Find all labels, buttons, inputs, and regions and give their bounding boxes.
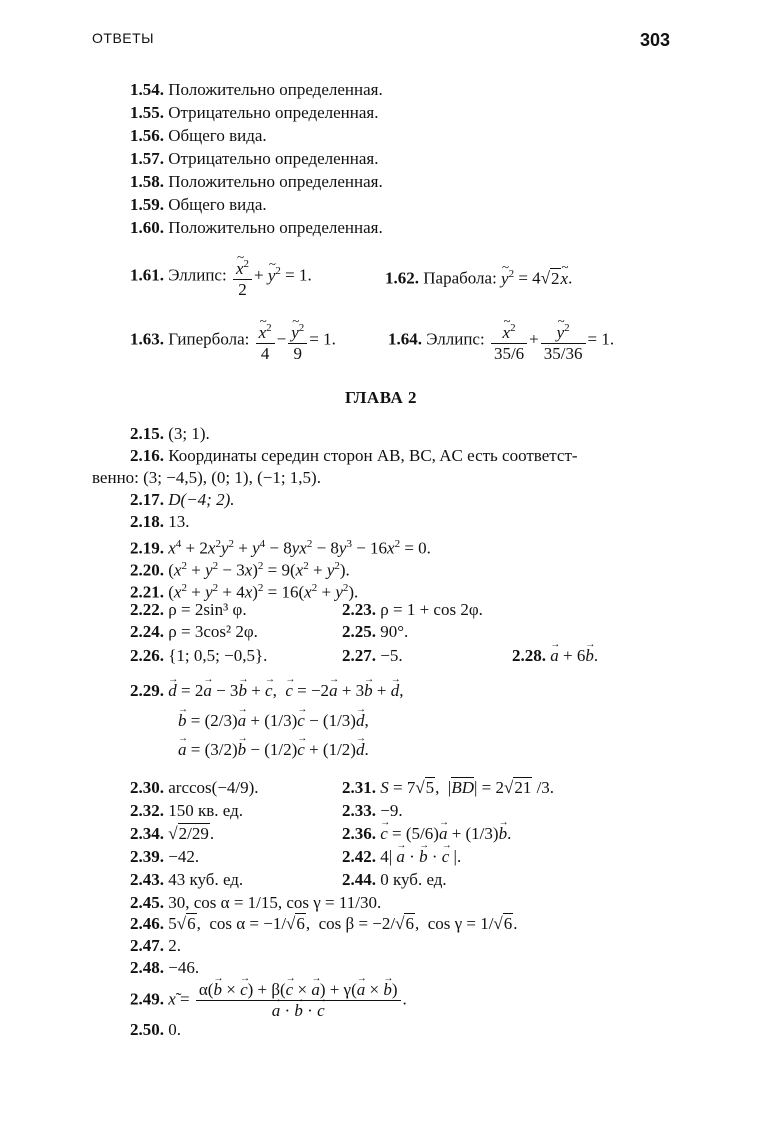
- answer-1-64: 1.64. Эллипс: ~ $\frac{x^2}{35/6}$ + ~ $\frac{y^2}{35/36}$ = 1.: [388, 318, 614, 364]
- answer-2-23: 2.23. ρ = 1 + cos 2φ.: [342, 600, 483, 619]
- page-number: 303: [640, 30, 671, 50]
- answer-2-48: 2.48. −46.: [130, 958, 200, 977]
- answer-1-58: 1.58. Положительно определенная.: [130, 172, 383, 191]
- answer-2-20: 2.20. $(x^2 + y^2 - 3x)^2 = 9(x^2 + y^2)$.: [130, 560, 350, 580]
- answer-2-29-a: → a = (3/2)→ b − (1/2)→ c + (1/2)→ d.: [178, 740, 369, 760]
- answer-2-45: 2.45. 30, cos α = 1/15, cos γ = 11/30.: [130, 893, 382, 912]
- answer-2-29-b: → b = (2/3)→ a + (1/3)→ c − (1/3)→ d,: [178, 711, 369, 731]
- answer-1-60: 1.60. Положительно определенная.: [130, 218, 383, 237]
- answer-2-19: 2.19. $x^4 + 2x^2y^2 + y^4 - 8yx^2 - 8y^3 - 16x^2 = 0$.: [130, 538, 431, 558]
- answer-2-49: 2.49. x̃ = α(→ b × → c) + β(→ c × → a) + γ(→ a × → b) → a · → b · → c .: [130, 980, 407, 1021]
- answer-2-39: 2.39. −42.: [130, 847, 200, 866]
- answer-2-26: 2.26. {1; 0,5; −0,5}.: [130, 646, 268, 665]
- answer-1-57: 1.57. Отрицательно определенная.: [130, 149, 379, 168]
- answer-2-32: 2.32. 150 кв. ед.: [130, 801, 244, 820]
- answer-1-62: 1.62. Парабола: ~ $y^2$ = 4√2~ x.: [385, 264, 572, 289]
- answer-2-50: 2.50. 0.: [130, 1020, 181, 1039]
- answer-2-30: 2.30. arccos(−4/9).: [130, 778, 259, 797]
- answer-2-36: 2.36. → c = (5/6)→ a + (1/3)→ b.: [342, 824, 511, 844]
- answer-2-21: 2.21. $(x^2 + y^2 + 4x)^2 = 16(x^2 + y^2)$.: [130, 582, 359, 602]
- answer-2-33: 2.33. −9.: [342, 801, 403, 820]
- answer-1-59: 1.59. Общего вида.: [130, 195, 267, 214]
- answer-2-42: 2.42. 4| → a · → b · → c |.: [342, 847, 461, 867]
- answer-1-63: 1.63. Гипербола: ~ $\frac{x^2}{4}$ − ~ $\frac{y^2}{9}$ = 1.: [130, 318, 336, 364]
- answer-2-22: 2.22. ρ = 2sin³ φ.: [130, 600, 247, 619]
- answer-2-44: 2.44. 0 куб. ед.: [342, 870, 447, 889]
- answer-2-16: 2.16. Координаты середин сторон AB, BC, AC есть соответст-: [130, 446, 578, 465]
- answer-1-54: 1.54. Положительно определенная.: [130, 80, 383, 99]
- answer-1-61: 1.61. Эллипс: ~ $\frac{x^2}{2}$ + ~ $y^2 = 1$.: [130, 254, 312, 300]
- answer-2-27: 2.27. −5.: [342, 646, 403, 665]
- answer-2-18: 2.18. 13.: [130, 512, 190, 531]
- answer-2-25: 2.25. 90°.: [342, 622, 409, 641]
- answer-2-28: 2.28. → a + 6→ b.: [512, 646, 598, 666]
- answer-2-15: 2.15. (3; 1).: [130, 424, 210, 443]
- answer-2-31: 2.31. S = 7√5, |BD| = 2√21 /3.: [342, 778, 555, 797]
- chapter-title: ГЛАВА 2: [345, 388, 417, 407]
- answer-2-16-cont: венно: (3; −4,5), (0; 1), (−1; 1,5).: [92, 468, 321, 487]
- answer-2-46: 2.46. 5√6, cos α = −1/√6, cos β = −2/√6, cos γ = 1/√6.: [130, 914, 518, 933]
- answer-2-17: 2.17. D(−4; 2).: [130, 490, 235, 509]
- answer-1-56: 1.56. Общего вида.: [130, 126, 267, 145]
- answer-2-43: 2.43. 43 куб. ед.: [130, 870, 244, 889]
- running-header: ОТВЕТЫ: [92, 30, 155, 46]
- answer-2-34: 2.34. √2/29.: [130, 824, 215, 843]
- answer-1-55: 1.55. Отрицательно определенная.: [130, 103, 379, 122]
- answer-2-47: 2.47. 2.: [130, 936, 181, 955]
- answer-2-29: 2.29. → d = 2→ a − 3→ b + → c, → c = −2→ a + 3→ b + → d,: [130, 681, 404, 701]
- answer-2-24: 2.24. ρ = 3cos² 2φ.: [130, 622, 258, 641]
